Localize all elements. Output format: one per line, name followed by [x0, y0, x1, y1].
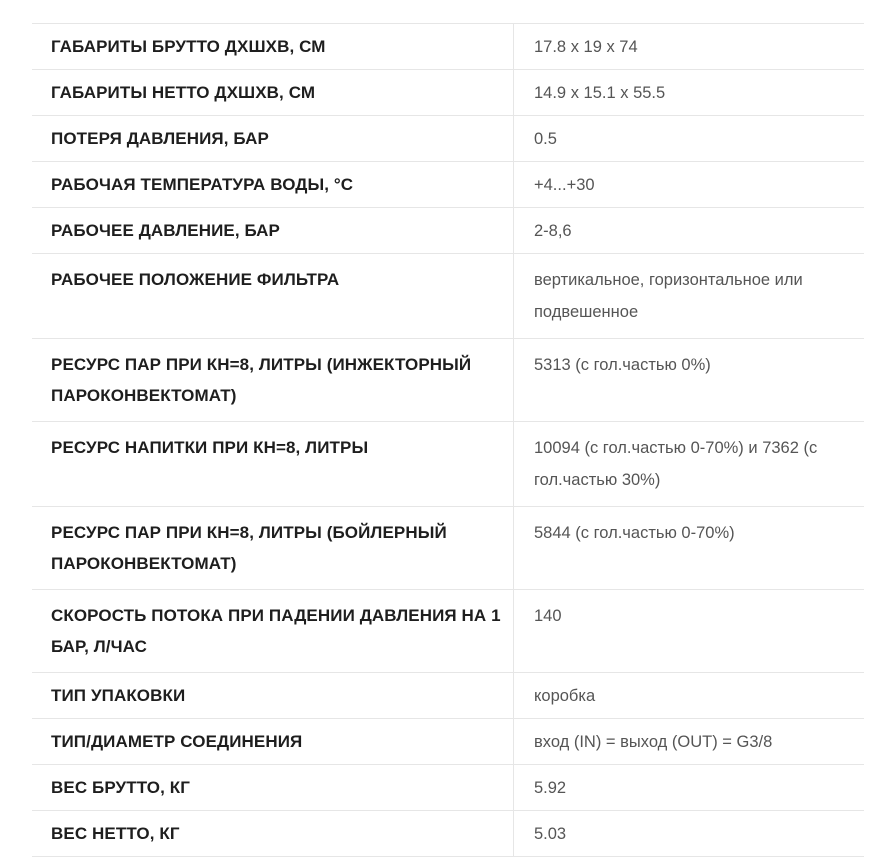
spec-name: СКОРОСТЬ ПОТОКА ПРИ ПАДЕНИИ ДАВЛЕНИЯ НА 1 БАР, Л/ЧАС	[32, 590, 514, 672]
spec-row-steam-resource-boiler	[32, 507, 864, 590]
spec-name: ВЕС БРУТТО, КГ	[32, 765, 514, 810]
spec-row-connection-type	[32, 719, 864, 765]
spec-value: 17.8 x 19 x 74	[534, 38, 638, 56]
spec-name: ТИП УПАКОВКИ	[32, 673, 514, 718]
spec-row-net-dimensions	[32, 70, 864, 116]
spec-name: РАБОЧЕЕ ДАВЛЕНИЕ, БАР	[32, 208, 514, 253]
spec-row-pressure-loss	[32, 116, 864, 162]
spec-row-working-pressure	[32, 208, 864, 254]
spec-row-net-weight	[32, 811, 864, 857]
spec-row-gross-dimensions	[32, 24, 864, 70]
spec-row-drinks-resource	[32, 422, 864, 507]
spec-row-steam-resource-injector	[32, 339, 864, 422]
spec-row-filter-position	[32, 254, 864, 339]
spec-row-gross-weight	[32, 765, 864, 811]
spec-value: +4...+30	[534, 176, 595, 194]
spec-name: РЕСУРС НАПИТКИ ПРИ КН=8, ЛИТРЫ	[32, 422, 514, 506]
spec-value: коробка	[534, 687, 596, 705]
spec-value: 140	[534, 607, 562, 625]
spec-name: ГАБАРИТЫ НЕТТО ДХШХВ, СМ	[32, 70, 514, 115]
spec-name: ВЕС НЕТТО, КГ	[32, 811, 514, 856]
spec-value: вход (IN) = выход (OUT) = G3/8	[534, 733, 773, 751]
spec-value: 0.5	[534, 130, 557, 148]
spec-value: 5.03	[534, 825, 567, 843]
spec-name: ПОТЕРЯ ДАВЛЕНИЯ, БАР	[32, 116, 514, 161]
specifications-table	[32, 23, 864, 857]
spec-name: РЕСУРС ПАР ПРИ КН=8, ЛИТРЫ (ИНЖЕКТОРНЫЙ ПАРОКОНВЕКТОМАТ)	[32, 339, 514, 421]
spec-value: 10094 (с гол.частью 0-70%) и 7362 (с гол.частью 30%)	[534, 439, 818, 489]
spec-row-package-type	[32, 673, 864, 719]
spec-name: РАБОЧАЯ ТЕМПЕРАТУРА ВОДЫ, °С	[32, 162, 514, 207]
spec-value: вертикальное, горизонтальное или подвешенное	[534, 271, 803, 321]
spec-row-flow-rate	[32, 590, 864, 673]
spec-value: 5844 (с гол.частью 0-70%)	[534, 524, 735, 542]
spec-value: 14.9 x 15.1 x 55.5	[534, 84, 666, 102]
spec-name: РАБОЧЕЕ ПОЛОЖЕНИЕ ФИЛЬТРА	[32, 254, 514, 338]
spec-value: 2-8,6	[534, 222, 572, 240]
spec-value: 5.92	[534, 779, 567, 797]
spec-name: ТИП/ДИАМЕТР СОЕДИНЕНИЯ	[32, 719, 514, 764]
spec-name: РЕСУРС ПАР ПРИ КН=8, ЛИТРЫ (БОЙЛЕРНЫЙ ПАРОКОНВЕКТОМАТ)	[32, 507, 514, 589]
spec-name: ГАБАРИТЫ БРУТТО ДХШХВ, СМ	[32, 24, 514, 69]
spec-row-water-temperature	[32, 162, 864, 208]
spec-value: 5313 (с гол.частью 0%)	[534, 356, 711, 374]
